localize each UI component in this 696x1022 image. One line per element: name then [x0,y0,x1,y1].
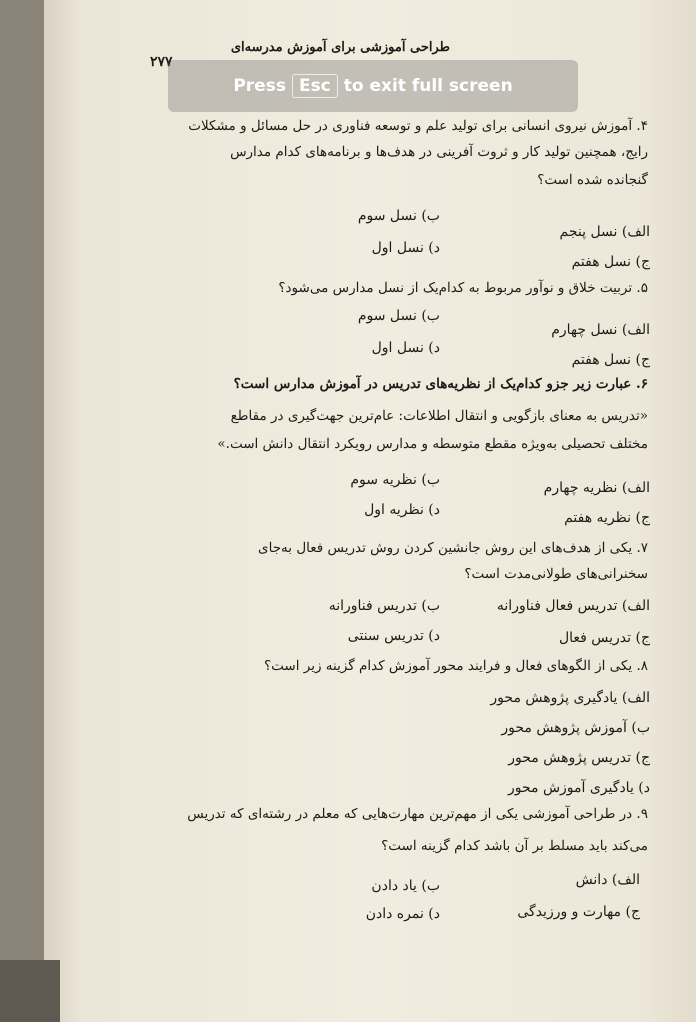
q9-line2: می‌کند باید مسلط بر آن باشد کدام گزینه است؟ [381,838,648,854]
q9-option-a: الف) دانش [575,872,640,888]
q8-option-b: ب) آموزش پژوهش محور [501,720,650,736]
q8-option-c: ج) تدریس پژوهش محور [508,750,650,766]
q9-option-c: ج) مهارت و ورزیدگی [517,904,640,920]
page-number: ۲۷۷ [150,54,173,70]
q5-option-a: الف) نسل چهارم [551,322,650,338]
q6-option-c: ج) نظریه هفتم [564,510,650,526]
page-shadow [0,960,60,1022]
q6-option-d: د) نظریه اول [364,502,440,518]
q6-line1: ۶. عبارت زیر جزو کدام‌یک از نظریه‌های تدریس در آموزش مدارس است؟ [233,376,648,392]
q4-option-c: ج) نسل هفتم [571,254,650,270]
q6-option-b: ب) نظریه سوم [350,472,440,488]
q7-line2: سخنرانی‌های طولانی‌مدت است؟ [464,566,648,582]
q7-option-b: ب) تدریس فناورانه [328,598,440,614]
q6-line2: «تدریس به معنای بازگویی و انتقال اطلاعات: عام‌ترین جهت‌گیری در مقاطع [230,408,648,424]
hint-press: Press [233,76,286,96]
q9-option-b: ب) یاد دادن [371,878,440,894]
q4-option-d: د) نسل اول [371,240,440,256]
q4-option-a: الف) نسل پنجم [559,224,650,240]
running-header: طراحی آموزشی برای آموزش مدرسه‌ای [230,40,450,55]
q5-line1: ۵. تربیت خلاق و نوآور مربوط به کدام‌یک از نسل مدارس می‌شود؟ [278,280,648,296]
q6-line3: مختلف تحصیلی به‌ویژه مقطع متوسطه و مدارس رویکرد انتقال دانش است.» [217,436,648,452]
q7-line1: ۷. یکی از هدف‌های این روش جانشین کردن روش تدریس فعال به‌جای [258,540,648,556]
q7-option-c: ج) تدریس فعال [558,630,650,646]
q7-option-a: الف) تدریس فعال فناورانه [496,598,650,614]
q8-option-a: الف) یادگیری پژوهش محور [490,690,650,706]
q6-option-a: الف) نظریه چهارم [543,480,650,496]
q9-option-d: د) نمره دادن [365,906,440,922]
q8-line1: ۸. یکی از الگوهای فعال و فرایند محور آموزش کدام گزینه زیر است؟ [263,658,648,674]
q4-line3: گنجانده شده است؟ [537,172,648,188]
q9-line1: ۹. در طراحی آموزشی یکی از مهم‌ترین مهارت‌هایی که معلم در رشته‌ای که تدریس [187,806,648,822]
q4-line1: ۴. آموزش نیروی انسانی برای تولید علم و توسعه فناوری در حل مسائل و مشکلات [188,118,648,134]
hint-suffix: to exit full screen [343,76,513,96]
q5-option-b: ب) نسل سوم [357,308,440,324]
q5-option-d: د) نسل اول [371,340,440,356]
q7-option-d: د) تدریس سنتی [347,628,440,644]
q4-option-b: ب) نسل سوم [357,208,440,224]
fullscreen-exit-hint [168,60,578,112]
q4-line2: رایج، همچنین تولید کار و ثروت آفرینی در هدف‌ها و برنامه‌های کدام مدارس [230,144,648,160]
q8-option-d: د) یادگیری آموزش محور [507,780,650,796]
q5-option-c: ج) نسل هفتم [571,352,650,368]
esc-key: Esc [292,74,338,98]
